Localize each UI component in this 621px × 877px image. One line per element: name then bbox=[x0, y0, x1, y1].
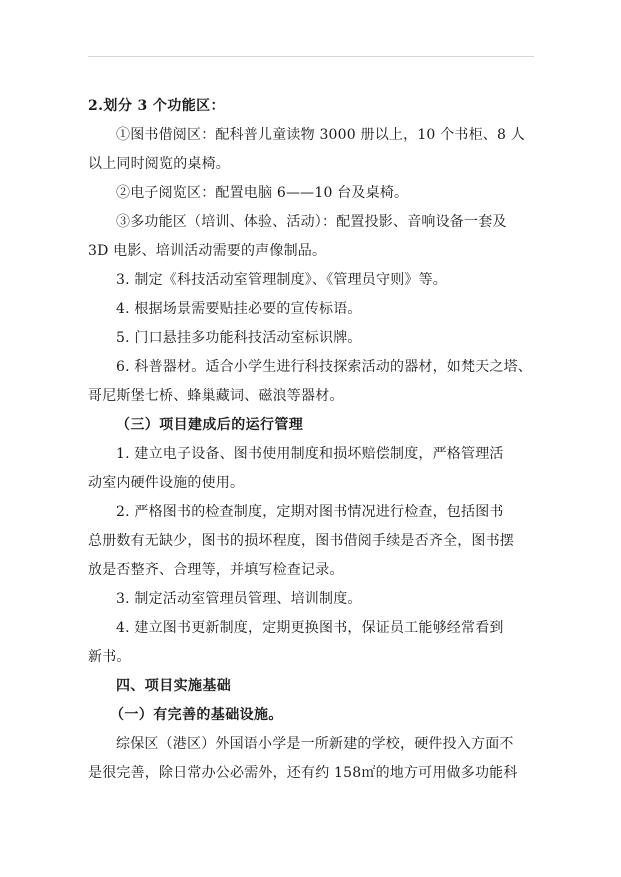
paragraph-line: 6. 科普器材。适合小学生进行科技探索活动的器材，如梵天之塔、 bbox=[116, 359, 533, 375]
paragraph-line: 新书。 bbox=[88, 649, 131, 665]
section-heading-operation-management: （三）项目建成后的运行管理 bbox=[116, 417, 304, 433]
header-divider bbox=[88, 56, 534, 57]
paragraph-line: 综保区（港区）外国语小学是一所新建的学校，硬件投入方面不 bbox=[116, 736, 514, 752]
paragraph-line: 3. 制定活动室管理员管理、培训制度。 bbox=[116, 591, 362, 607]
paragraph-line: ①图书借阅区：配科普儿童读物 3000 册以上，10 个书柜、8 人 bbox=[116, 127, 525, 143]
paragraph-line: ②电子阅览区：配置电脑 6——10 台及桌椅。 bbox=[116, 185, 409, 201]
section-heading-implementation-basis: 四、项目实施基础 bbox=[116, 678, 232, 694]
paragraph-line: 3. 制定《科技活动室管理制度》、《管理员守则》等。 bbox=[116, 272, 448, 288]
paragraph-line: 总册数有无缺少，图书的损坏程度，图书借阅手续是否齐全，图书摆 bbox=[88, 533, 514, 549]
section-heading-infrastructure: （一）有完善的基础设施。 bbox=[110, 707, 283, 723]
paragraph-line: ③多功能区（培训、体验、活动）：配置投影、音响设备一套及 bbox=[116, 214, 507, 230]
paragraph-line: 放是否整齐、合理等，并填写检查记录。 bbox=[88, 562, 344, 578]
paragraph-line: 是很完善，除日常办公必需外，还有约 158㎡的地方可用做多功能科 bbox=[88, 765, 518, 781]
paragraph-line: 4. 建立图书更新制度，定期更换图书，保证员工能够经常看到 bbox=[116, 620, 504, 636]
paragraph-line: 以上同时阅览的桌椅。 bbox=[88, 156, 230, 172]
section-heading-function-zones: 2.划分 3 个功能区： bbox=[88, 98, 225, 114]
paragraph-line: 3D 电影、培训活动需要的声像制品。 bbox=[88, 243, 327, 259]
paragraph-line: 1. 建立电子设备、图书使用制度和损坏赔偿制度，严格管理活 bbox=[116, 446, 504, 462]
paragraph-line: 4. 根据场景需要贴挂必要的宣传标语。 bbox=[116, 301, 362, 317]
document-body bbox=[88, 92, 534, 788]
paragraph-line: 2. 严格图书的检查制度，定期对图书情况进行检查，包括图书 bbox=[116, 504, 504, 520]
paragraph-line: 哥尼斯堡七桥、蜂巢藏词、磁浪等器材。 bbox=[88, 388, 344, 404]
paragraph-line: 动室内硬件设施的使用。 bbox=[88, 475, 245, 491]
paragraph-line: 5. 门口悬挂多功能科技活动室标识牌。 bbox=[116, 330, 362, 346]
